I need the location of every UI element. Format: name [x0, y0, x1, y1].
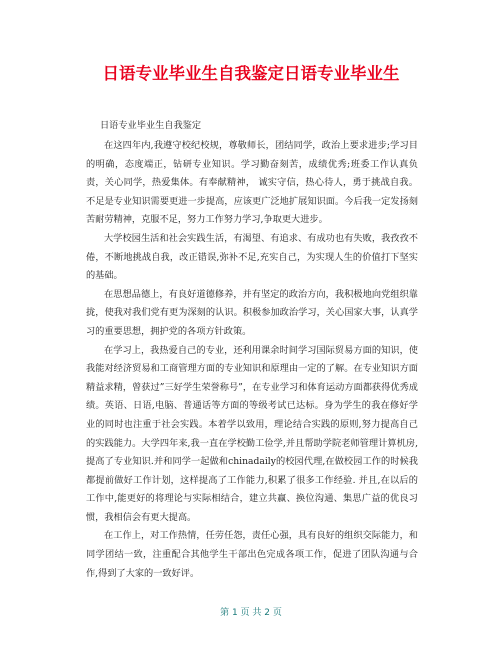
document-title: 日语专业毕业生自我鉴定日语专业毕业生 [102, 64, 400, 83]
paragraph: 在学习上，我热爱自己的专业，还利用课余时间学习国际贸易方面的知识，使我能对经济贸易和工商管理方面的专业知识和原理由一定的了解。在专业知识方面精益求精，曾获过”三好学生荣誉称号”，在专业学习和体育运动方面都获得优秀成绩。英语、日语,电脑、普通话等方面的等级考试已达标。身为学生的我在修好学业的同时也注重于社会实践。本着学以致用，理论结合实践的原则,努力提高自己的实践能力。大学四年来,我一直在学校勤工俭学,并且帮助学院老师管理计算机房,提高了专业知识.并和同学一起做和chinadaily的校园代理,在做校园工作的时候我都提前做好工作计划，这样提高了工作能力,积累了很多工作经验. 并且,在以后的工作中,能更好的将理论与实际相结合，建立共赢、换位沟通、集思广益的优良习惯，我相信会有更大提高。 [86, 344, 418, 523]
paragraph: 在思想品德上，有良好道德修养，并有坚定的政治方向，我积极地向党组织靠拢，使我对我们党有更为深刻的认识。积极参加政治学习，关心国家大事，认真学习的重要思想，拥护党的各项方针政策。 [86, 288, 418, 337]
paragraph: 在这四年内,我遵守校纪校规，尊敬师长，团结同学，政治上要求进步;学习目的明确，态度端正，钻研专业知识。学习勤奋刻苦，成绩优秀;班委工作认真负责，关心同学，热爱集体。有奉献精神， 诚实守信，热心待人，勇于挑战自我。不足是专业知识需要更进一步提高，应该更广泛地扩展知识面。今后我一定发扬刻苦耐劳精神，克服不足，努力工作努力学习,争取更大进步。 [86, 140, 418, 226]
paragraph: 大学校园生活和社会实践生活，有渴望、有追求、有成功也有失败，我孜孜不倦，不断地挑战自我，改正错误,弥补不足,充实自己，为实现人生的价值打下坚实的基础。 [86, 232, 418, 282]
document-subtitle: 日语专业毕业生自我鉴定 [100, 120, 202, 131]
page-number-footer: 第 1 页 共 2 页 [220, 608, 282, 618]
paragraph: 在工作上，对工作热情，任劳任怨，责任心强，具有良好的组织交际能力，和同学团结一致，注重配合其他学生干部出色完成各项工作，促进了团队沟通与合作,得到了大家的一致好评。 [86, 530, 418, 579]
document-body [86, 116, 418, 583]
